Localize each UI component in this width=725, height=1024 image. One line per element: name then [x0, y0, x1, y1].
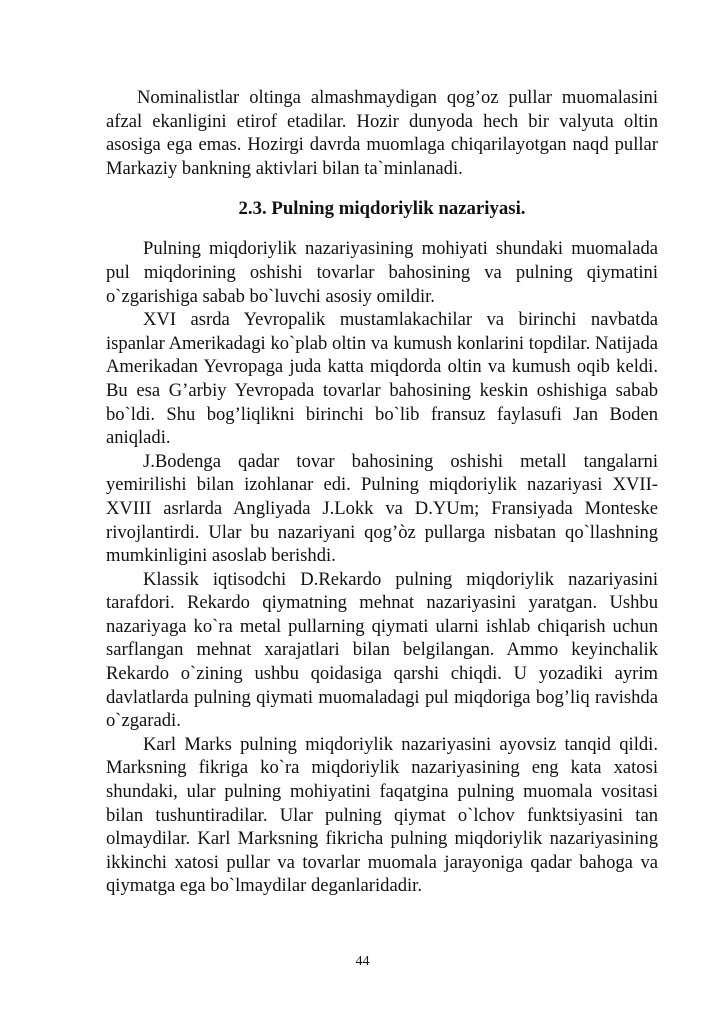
body-paragraph-3: J.Bodenga qadar tovar bahosining oshishi metall tangalarni yemirilishi bilan izohlanar edi. Pulning miqdoriylik nazariyasi XVII-XVIII asrlarda Angliyada J.Lokk va D.YUm; Fransiyada Monteske rivojlantirdi. Ular bu nazariyani qog’òz pullarga nisbatan qo`llashning mumkinligini asoslab berishdi. [106, 450, 658, 567]
page-number: 44 [355, 954, 370, 969]
body-paragraph-1: Pulning miqdoriylik nazariyasining mohiyati shundaki muomalada pul miqdorining oshishi tovarlar bahosining va pulning qiymatini o`zgarishiga sabab bo`luvchi asosiy omildir. [106, 238, 658, 307]
intro-paragraph: Nominalistlar oltinga almashmaydigan qog’oz pullar muomalasini afzal ekanligini etirof etadilar. Hozir dunyoda hech bir valyuta oltin asosiga ega emas. Hozirgi davrda muomlaga chiqarilayotgan naqd pullar Markaziy bankning aktivlari bilan ta`minlanadi. [106, 87, 658, 179]
section-heading: 2.3. Pulning miqdoriylik nazariyasi. [238, 198, 526, 220]
body-paragraph-4: Klassik iqtisodchi D.Rekardo pulning miqdoriylik nazariyasini tarafdori. Rekardo qiymatning mehnat nazariyasini yaratgan. Ushbu nazariyaga ko`ra metal pullarning qiymati ularni ishlab chiqarish uchun sarflangan mehnat xarajatlari bilan belgilangan. Ammo keyinchalik Rekardo o`zining ushbu qoidasiga qarshi chiqdi. U yozadiki ayrim davlatlarda pulning qiymati muomaladagi pul miqdoriga bog’liq ravishda o`zgaradi. [106, 568, 658, 732]
body-paragraph-2: XVI asrda Yevropalik mustamlakachilar va birinchi navbatda ispanlar Amerikadagi ko`plab oltin va kumush konlarini topdilar. Natijada Amerikadan Yevropaga juda katta miqdorda oltin va kumush oqib keldi. Bu esa G’arbiy Yevropada tovarlar bahosining keskin oshishiga sabab bo`ldi. Shu bog’liqlikni birinchi bo`lib fransuz faylasufi Jan Boden aniqladi. [106, 309, 658, 449]
document-page [106, 86, 658, 898]
body-paragraph-5: Karl Marks pulning miqdoriylik nazariyasini ayovsiz tanqid qildi. Marksning fikriga ko`ra miqdoriylik nazariyasining eng kata xatosi shundaki, ular pulning mohiyatini faqatgina pulning muomala vositasi bilan tushuntiradilar. Ular pulning qiymat o`lchov funktsiyasini tan olmaydilar. Karl Marksning fikricha pulning miqdoriylik nazariyasining ikkinchi xatosi pullar va tovarlar muomala jarayoniga qadar bahoga va qiymatga ega bo`lmaydilar deganlaridadir. [106, 733, 658, 897]
